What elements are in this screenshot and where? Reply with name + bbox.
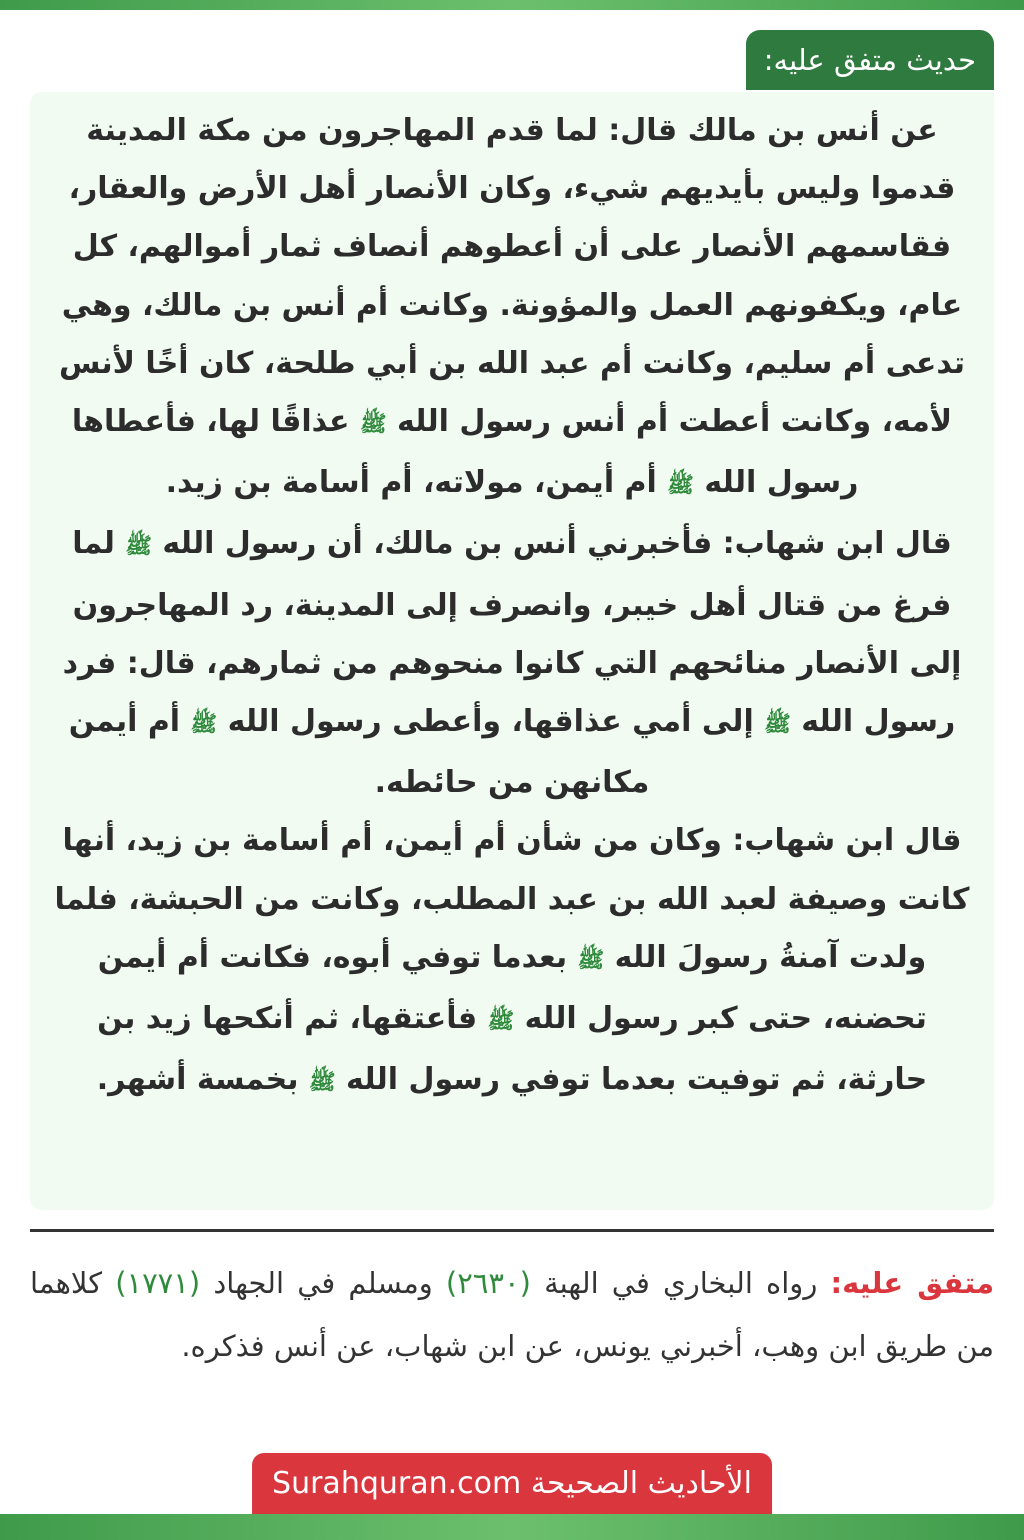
salutation-icon: ﷺ <box>359 412 387 438</box>
source-label: متفق عليه: <box>830 1266 995 1300</box>
bottom-accent-bar <box>0 1514 1024 1540</box>
source-text: رواه البخاري في الهبة <box>544 1266 818 1300</box>
hadith-text-segment: قال ابن شهاب: وكان من شأن أم أيمن، أم أسامة بن زيد، أنها كانت وصيفة لعبد الله بن عبد المطلب، وكانت من الحبشة، فلما ولدت آمنةُ رسولَ الله <box>54 823 970 975</box>
hadith-text-box <box>30 92 994 1210</box>
section-divider <box>30 1229 994 1232</box>
hadith-number: (٢٦٣٠) <box>445 1266 531 1300</box>
hadith-number: (١٧٧١) <box>115 1266 201 1300</box>
salutation-icon: ﷺ <box>309 1070 336 1096</box>
hadith-text-segment: أم أيمن مكانهن من حائطه. <box>68 704 650 801</box>
hadith-text-segment: فأعتقها، ثم أنكحها زيد بن حارثة، ثم توفيت بعدما توفي رسول الله <box>97 1001 928 1098</box>
source-citation <box>30 1252 994 1378</box>
salutation-icon: ﷺ <box>487 1009 515 1035</box>
hadith-text-segment: قال ابن شهاب: فأخبرني أنس بن مالك، أن رسول الله <box>162 526 952 562</box>
salutation-icon: ﷺ <box>125 534 152 560</box>
site-badge: الأحاديث الصحيحة Surahquran.com <box>252 1453 772 1514</box>
hadith-text-segment: لما فرغ من قتال أهل خيبر، وانصرف إلى المدينة، رد المهاجرون إلى الأنصار منائحهم التي كانوا منحوهم من ثمارهم، قال: فرد رسول الله <box>62 526 962 740</box>
salutation-icon: ﷺ <box>764 712 791 738</box>
salutation-icon: ﷺ <box>667 473 694 499</box>
hadith-text <box>48 102 976 1112</box>
hadith-text-segment: عذاقًا لها، فأعطاها رسول الله <box>71 404 859 501</box>
source-text: ومسلم في الجهاد <box>213 1266 433 1300</box>
hadith-text-segment: أم أيمن، مولاته، أم أسامة بن زيد. <box>165 465 657 501</box>
hadith-text-segment: بخمسة أشهر. <box>96 1062 299 1098</box>
hadith-text-segment: عن أنس بن مالك قال: لما قدم المهاجرون من مكة المدينة قدموا وليس بأيديهم شيء، وكان الأنصار أهل الأرض والعقار، فقاسمهم الأنصار على أن أعطوهم أنصاف ثمار أموالهم، كل عام، ويكفونهم العمل والمؤونة. وكانت أم أنس بن مالك، وهي تدعى أم سليم، وكانت أم عبد الله بن أبي طلحة، كان أخًا لأنس لأمه، وكانت أعطت أم أنس رسول الله <box>58 113 966 440</box>
top-accent-bar <box>0 0 1024 10</box>
hadith-text-segment: بعدما توفي أبوه، فكانت أم أيمن تحضنه، حتى كبر رسول الله <box>97 939 927 1037</box>
hadith-type-badge: حديث متفق عليه: <box>746 30 994 90</box>
source-text: كلاهما من طريق ابن وهب، أخبرني يونس، عن ابن شهاب، عن أنس فذكره. <box>30 1266 994 1363</box>
salutation-icon: ﷺ <box>190 712 218 738</box>
hadith-text-segment: إلى أمي عذاقها، وأعطى رسول الله <box>227 704 754 740</box>
salutation-icon: ﷺ <box>577 947 605 973</box>
